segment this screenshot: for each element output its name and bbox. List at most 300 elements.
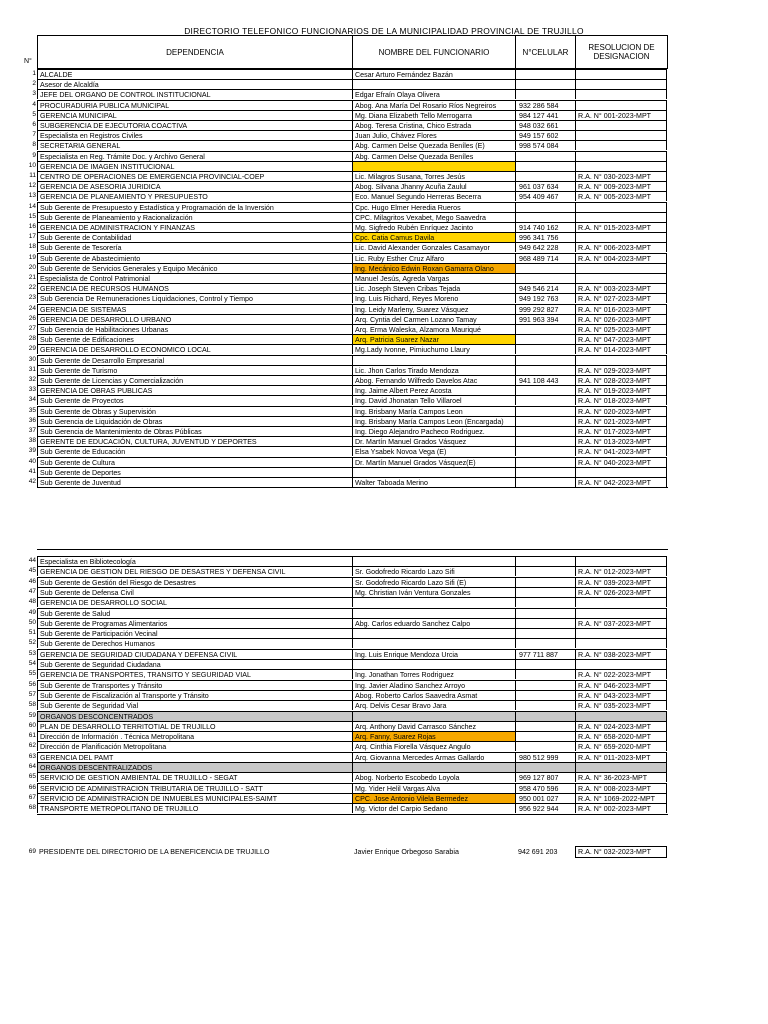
funcionario-cell: Javier Enrique Orbegoso Sarabia [354,848,459,856]
celular-cell: 961 037 634 [515,181,575,191]
celular-cell [515,89,575,99]
dependencia-cell: Sub Gerente de Salud [37,608,352,618]
funcionario-cell: Cpc. Catia Camus Davila [352,232,515,242]
funcionario-cell [352,161,515,171]
dependencia-cell: GERENCIA DE RECURSOS HUMANOS [37,283,352,293]
dependencia-cell: GERENCIA DE SISTEMAS [37,304,352,314]
row-number: 15 [28,212,36,220]
row-number: 8 [32,141,36,149]
dependencia-cell: GERENCIA DE ADMINISTRACION Y FINANZAS [37,222,352,232]
dependencia-cell: PRESIDENTE DEL DIRECTORIO DE LA BENEFICENCIA DE TRUJILLO [39,848,270,856]
table-row [0,556,768,566]
funcionario-cell: Walter Taboada Merino [352,477,515,487]
celular-cell: 980 512 999 [515,752,575,762]
table-row [0,566,768,576]
resolucion-cell: R.A. N° 015-2023-MPT [575,222,667,232]
table-row [0,395,768,405]
row-number: 16 [28,223,36,230]
funcionario-cell [352,355,515,365]
table-row [0,253,768,263]
dependencia-cell: GERENCIA DE SEGURIDAD CIUDADANA Y DEFENSA CIVIL [37,649,352,659]
resolucion-cell: R.A. N° 019-2023-MPT [575,385,667,395]
table-row [0,762,768,772]
row-number: 34 [28,396,36,404]
table-row [0,741,768,751]
celular-cell [515,597,575,607]
table-gap-border [37,549,668,550]
funcionario-cell: Dr. Martín Manuel Grados Vásquez(E) [352,457,515,467]
table-row [0,700,768,710]
table-row [0,191,768,201]
table-row [0,731,768,741]
resolucion-cell: R.A. N° 003-2023-MPT [575,283,667,293]
table-row [0,304,768,314]
table-row [0,171,768,181]
resolucion-cell [575,79,667,89]
dependencia-cell: CENTRO DE OPERACIONES DE EMERGENCIA PROVINCIAL-COEP [37,171,352,181]
row-number: 47 [28,587,36,595]
dependencia-cell: SERVICIO DE ADMINISTRACION DE INMUEBLES MUNICIPALES-SAIMT [37,793,352,803]
resolucion-cell [575,608,667,618]
funcionario-cell: Ing. Luis Richard, Reyes Moreno [352,293,515,303]
funcionario-cell: Lic. Ruby Esther Cruz Alfaro [352,253,515,263]
resolucion-cell: R.A. N° 037-2023-MPT [575,618,667,628]
celular-cell [515,416,575,426]
resolucion-cell: R.A. N° 026-2023-MPT [575,314,667,324]
resolucion-cell: R.A. N° 043-2023-MPT [575,690,667,700]
dependencia-cell: Sub Gerencia de Habilitaciones Urbanas [37,324,352,334]
celular-cell [515,659,575,669]
table-row [0,803,768,813]
table-row [0,649,768,659]
table-row [0,406,768,416]
row-number: 67 [28,793,36,801]
resolucion-cell: R.A. N° 014-2023-MPT [575,344,667,354]
table-row [0,669,768,679]
resolucion-cell: R.A. N° 36-2023-MPT [575,772,667,782]
resolucion-cell: R.A. N° 016-2023-MPT [575,304,667,314]
row-number: 17 [28,233,36,241]
dependencia-cell: Sub Gerencia de Mantenimiento de Obras Públicas [37,426,352,436]
celular-cell [515,669,575,679]
dependencia-cell: SERVICIO DE ADMINISTRACION TRIBUTARIA DE TRUJILLO - SATT [37,783,352,793]
row-number: 56 [28,680,36,688]
table-row [0,638,768,648]
celular-cell [515,700,575,710]
dependencia-cell: GERENCIA DEL PAMT [37,752,352,762]
dependencia-cell: Sub Gerente de Fiscalización al Transporte y Tránsito [37,690,352,700]
dependencia-cell: GERENCIA DE PLANEAMIENTO Y PRESUPUESTO [37,191,352,201]
dependencia-cell: GERENCIA DE DESARROLLO ECONOMICO LOCAL [37,344,352,354]
funcionario-cell: Abog. Silvana Jhanny Acuña Zaulul [352,181,515,191]
table-row [0,344,768,354]
row-number: 26 [28,314,36,322]
row-number: 69 [28,848,36,855]
funcionario-cell: Cesar Arturo Fernández Bazán [352,69,515,79]
table-row [0,181,768,191]
celular-cell [515,608,575,618]
table-row [0,793,768,803]
celular-cell [515,324,575,334]
row-number: 41 [28,467,36,475]
table-row [0,446,768,456]
celular-cell [515,161,575,171]
funcionario-cell: Lic. David Alexander Gonzales Casamayor [352,242,515,252]
resolucion-cell [575,69,667,79]
header-funcionario: NOMBRE DEL FUNCIONARIO [352,35,516,69]
resolucion-cell: R.A. N° 001-2023-MPT [575,110,667,120]
resolucion-cell: R.A. N° 038-2023-MPT [575,649,667,659]
row-number: 61 [28,732,36,740]
dependencia-cell: GERENCIA MUNICIPAL [37,110,352,120]
table-row [0,283,768,293]
resolucion-cell [575,273,667,283]
table-row [0,457,768,467]
dependencia-cell: Sub Gerente de Edificaciones [37,334,352,344]
row-number: 35 [28,406,36,414]
funcionario-cell: Arq. Anthony David Carrasco Sánchez [352,721,515,731]
funcionario-cell: Arq. Patricia Suarez Nazar [352,334,515,344]
row-number: 19 [28,253,36,261]
celular-cell: 996 341 756 [515,232,575,242]
table-row [0,608,768,618]
celular-cell [515,426,575,436]
dependencia-cell: GERENTE DE EDUCACIÓN, CULTURA, JUVENTUD Y DEPORTES [37,436,352,446]
dependencia-cell: ORGANOS DESCENTRALIZADOS [37,762,352,772]
funcionario-cell: Arq. Cinthia Fiorella Vásquez Angulo [352,741,515,751]
celular-cell [515,762,575,772]
resolucion-cell [575,232,667,242]
celular-cell [515,202,575,212]
funcionario-cell: Arq. Delvis Cesar Bravo Jara [352,700,515,710]
row-number: 39 [28,447,36,455]
row-number: 31 [28,365,36,373]
funcionario-cell: Sr. Godofredo Ricardo Lazo Sifi [352,566,515,576]
funcionario-cell: Ing. Mecánico Edwin Roxan Gamarra Olano [352,263,515,273]
dependencia-cell: JEFE DEL ORGANO DE CONTROL INSTITUCIONAL [37,89,352,99]
table-row [0,161,768,171]
resolucion-cell [575,355,667,365]
resolucion-cell [575,638,667,648]
celular-cell [515,395,575,405]
row-number: 37 [28,427,36,434]
dependencia-cell: Sub Gerente de Licencias y Comercialización [37,375,352,385]
table-row [0,659,768,669]
table-row [0,222,768,232]
dependencia-cell: Especialista en Bibliotecología [37,556,352,566]
table-row [0,783,768,793]
row-number: 55 [28,670,36,678]
celular-cell [515,263,575,273]
dependencia-cell: TRANSPORTE METROPOLITANO DE TRUJILLO [37,803,352,813]
row-number: 48 [28,598,36,606]
row-number: 38 [28,437,36,445]
row-number: 12 [28,182,36,190]
resolucion-cell: R.A. N° 032-2023-MPT [575,846,667,858]
celular-cell [515,680,575,690]
celular-cell [515,406,575,416]
resolucion-cell [575,762,667,772]
funcionario-cell: Arq. Erma Waleska, Alzamora Mauriqué [352,324,515,334]
row-number: 13 [28,192,36,200]
resolucion-cell: R.A. N° 024-2023-MPT [575,721,667,731]
celular-cell [515,638,575,648]
row-number: 23 [28,294,36,302]
resolucion-cell: R.A. N° 030-2023-MPT [575,171,667,181]
resolucion-cell: R.A. N° 005-2023-MPT [575,191,667,201]
dependencia-cell: Sub Gerente de Proyectos [37,395,352,405]
row-number: 28 [28,335,36,343]
dependencia-cell: Sub Gerente de Defensa Civil [37,587,352,597]
row-number: 45 [28,567,36,575]
celular-cell [515,467,575,477]
row-number: 52 [28,639,36,647]
funcionario-cell: Abog. Norberto Escobedo Loyola [352,772,515,782]
table-row [0,711,768,721]
row-number: 49 [28,608,36,616]
row-number: 7 [32,131,36,139]
row-number: 50 [28,618,36,626]
row-number: 30 [28,355,36,363]
funcionario-cell: Mg. Christian Iván Ventura Gonzales [352,587,515,597]
resolucion-cell: R.A. N° 012-2023-MPT [575,566,667,576]
table-row [0,618,768,628]
resolucion-cell [575,597,667,607]
row-number: 20 [28,263,36,271]
celular-cell [515,690,575,700]
celular-cell: 949 157 602 [515,130,575,140]
dependencia-cell: SUBGERENCIA DE EJECUTORIA COACTIVA [37,120,352,130]
celular-cell: 949 546 214 [515,283,575,293]
celular-cell: 991 963 394 [515,314,575,324]
row-number: 68 [28,804,36,812]
table-row [0,477,768,487]
celular-cell [515,344,575,354]
row-number: 54 [28,660,36,667]
table-row [0,587,768,597]
dependencia-cell: Sub Gerente de Obras y Supervisión [37,406,352,416]
funcionario-cell: Ing. Diego Alejandro Pacheco Rodriguez. [352,426,515,436]
row-number: 1 [32,70,36,77]
dependencia-cell: ORGANOS DESCONCENTRADOS [37,711,352,721]
table-row [0,324,768,334]
funcionario-cell [352,762,515,772]
funcionario-cell [352,79,515,89]
row-number: 22 [28,284,36,292]
table-row [0,385,768,395]
celular-cell [515,577,575,587]
celular-cell: 958 470 596 [515,783,575,793]
resolucion-cell [575,628,667,638]
row-number: 40 [28,457,36,465]
celular-cell [515,477,575,487]
header-celular: N°CELULAR [515,35,576,69]
resolucion-cell [575,161,667,171]
resolucion-cell: R.A. N° 027-2023-MPT [575,293,667,303]
funcionario-cell: Ing. Brisbany María Campos Leon [352,406,515,416]
row-number: 42 [28,478,36,485]
funcionario-cell: Arq. Fanny, Suarez Rojas [352,731,515,741]
celular-cell: 999 292 827 [515,304,575,314]
resolucion-cell: R.A. N° 040-2023-MPT [575,457,667,467]
dependencia-cell: GERENCIA DE DESARROLLO SOCIAL [37,597,352,607]
dependencia-cell: PROCURADURIA PUBLICA MUNICIPAL [37,100,352,110]
funcionario-cell: Dr. Martín Manuel Grados Vásquez [352,436,515,446]
celular-cell [515,334,575,344]
dependencia-cell: Sub Gerente de Juventud [37,477,352,487]
dependencia-cell: GERENCIA DE TRANSPORTES, TRANSITO Y SEGURIDAD VIAL [37,669,352,679]
celular-cell: 984 127 441 [515,110,575,120]
dependencia-cell: Asesor de Alcaldía [37,79,352,89]
dependencia-cell: Sub Gerente de Abastecimiento [37,253,352,263]
celular-cell: 914 740 162 [515,222,575,232]
row-number: 58 [28,701,36,709]
table-row [0,436,768,446]
funcionario-cell: Mg.Lady Ivonne, Pimiuchumo Llaury [352,344,515,354]
dependencia-cell: Sub Gerente de Turismo [37,365,352,375]
dependencia-cell: Sub Gerente de Gestión del Riesgo de Desastres [37,577,352,587]
table-row [0,314,768,324]
row-number: 29 [28,345,36,353]
table-row [0,273,768,283]
dependencia-cell: Sub Gerente de Seguridad Vial [37,700,352,710]
funcionario-cell: CPC. Jose Antonio Vilela Bermedez [352,793,515,803]
row-number: 4 [32,100,36,108]
resolucion-cell: R.A. N° 013-2023-MPT [575,436,667,446]
celular-cell: 941 108 443 [515,375,575,385]
resolucion-cell [575,100,667,110]
funcionario-cell: Arq. Cyntia del Carmen Lozano Tamay [352,314,515,324]
celular-cell: 954 409 467 [515,191,575,201]
dependencia-cell: PLAN DE DESARROLLO TERRITOTIAL DE TRUJILLO [37,721,352,731]
funcionario-cell [352,659,515,669]
funcionario-cell: Eco. Manuel Segundo Herreras Becerra [352,191,515,201]
dependencia-cell: Dirección de Información . Técnica Metropolitana [37,731,352,741]
resolucion-cell [575,556,667,566]
dependencia-cell: Sub Gerencia De Remuneraciones Liquidaciones, Control y Tiempo [37,293,352,303]
table-row [0,690,768,700]
table-row [0,242,768,252]
row-number: 32 [28,376,36,383]
table-row [0,293,768,303]
funcionario-cell: Lic. Jhon Carlos Tirado Mendoza [352,365,515,375]
funcionario-cell: Mg. Diana Elizabeth Tello Merrogarra [352,110,515,120]
resolucion-cell: R.A. N° 1069-2022-MPT [575,793,667,803]
row-number: 60 [28,721,36,729]
row-number: 51 [28,629,36,637]
table-row [0,334,768,344]
table-row [0,467,768,477]
celular-cell [515,711,575,721]
funcionario-cell: Arq. Giovanna Mercedes Armas Gallardo [352,752,515,762]
celular-cell [515,385,575,395]
resolucion-cell [575,130,667,140]
table-row [0,120,768,130]
celular-cell [515,628,575,638]
row-number: 63 [28,752,36,760]
row-number: 66 [28,783,36,791]
resolucion-cell: R.A. N° 042-2023-MPT [575,477,667,487]
row-number: 9 [32,151,36,159]
row-number: 5 [32,110,36,118]
dependencia-cell: GERENCIA DE GESTION DEL RIESGO DE DESASTRES Y DEFENSA CIVIL [37,566,352,576]
resolucion-cell [575,151,667,161]
dependencia-cell: Sub Gerencia de Liquidación de Obras [37,416,352,426]
row-number: 11 [29,172,36,179]
funcionario-cell: Ing. Jaime Albert Perez Acosta [352,385,515,395]
funcionario-cell: Abg. Carmen Delse Quezada Beníles (E) [352,140,515,150]
resolucion-cell: R.A. N° 047-2023-MPT [575,334,667,344]
dependencia-cell: Sub Gerente de Servicios Generales y Equipo Mecánico [37,263,352,273]
table-row [0,680,768,690]
celular-cell: 998 574 084 [515,140,575,150]
funcionario-cell: Sr. Godofredo Ricardo Lazo Sifi (E) [352,577,515,587]
funcionario-cell [352,608,515,618]
celular-cell [515,566,575,576]
resolucion-cell: R.A. N° 041-2023-MPT [575,446,667,456]
row-number: 64 [28,763,36,770]
row-number: 53 [28,649,36,657]
funcionario-cell: Abog. Teresa Cristina, Chico Estrada [352,120,515,130]
dependencia-cell: Sub Gerente de Desarrollo Empresarial [37,355,352,365]
celular-cell [515,69,575,79]
resolucion-cell: R.A. N° 029-2023-MPT [575,365,667,375]
resolucion-cell: R.A. N° 021-2023-MPT [575,416,667,426]
table-row [0,130,768,140]
resolucion-cell [575,89,667,99]
row-number: 14 [28,202,36,210]
funcionario-cell: Abg. Carmen Delse Quezada Beníles [352,151,515,161]
table-row [0,628,768,638]
table-row [0,355,768,365]
dependencia-cell: Sub Gerente de Seguridad Ciudadana [37,659,352,669]
table-row [0,597,768,607]
celular-cell [515,171,575,181]
celular-cell [515,355,575,365]
table-row [0,426,768,436]
dependencia-cell: Dirección de Planificación Metropolitana [37,741,352,751]
row-number: 65 [28,773,36,781]
resolucion-cell [575,120,667,130]
celular-cell: 950 001 027 [515,793,575,803]
dependencia-cell: SERVICIO DE GESTION AMBIENTAL DE TRUJILLO - SEGAT [37,772,352,782]
table-row [0,232,768,242]
resolucion-cell: R.A. N° 006-2023-MPT [575,242,667,252]
row-number: 6 [32,121,36,128]
celular-cell [515,212,575,222]
funcionario-cell: Mg. Sigfredo Rubén Enríquez Jacinto [352,222,515,232]
funcionario-cell: Abg. Carlos eduardo Sanchez Calpo [352,618,515,628]
funcionario-cell: Edgar Efraín Olaya Olivera [352,89,515,99]
row-number: 36 [28,416,36,424]
funcionario-cell: Manuel Jesús, Agreda Vargas [352,273,515,283]
celular-cell [515,741,575,751]
celular-cell [515,79,575,89]
resolucion-cell: R.A. N° 011-2023-MPT [575,752,667,762]
celular-cell [515,436,575,446]
resolucion-cell [575,263,667,273]
resolucion-cell: R.A. N° 004-2023-MPT [575,253,667,263]
table-row [0,89,768,99]
table-row [0,847,768,857]
row-number: 46 [28,577,36,585]
dependencia-cell: SECRETARIA GENERAL [37,140,352,150]
row-number: 57 [28,690,36,698]
row-number: 21 [28,274,36,281]
resolucion-cell [575,212,667,222]
dependencia-cell: GERENCIA DE DESARROLLO URBANO [37,314,352,324]
table-row [0,140,768,150]
